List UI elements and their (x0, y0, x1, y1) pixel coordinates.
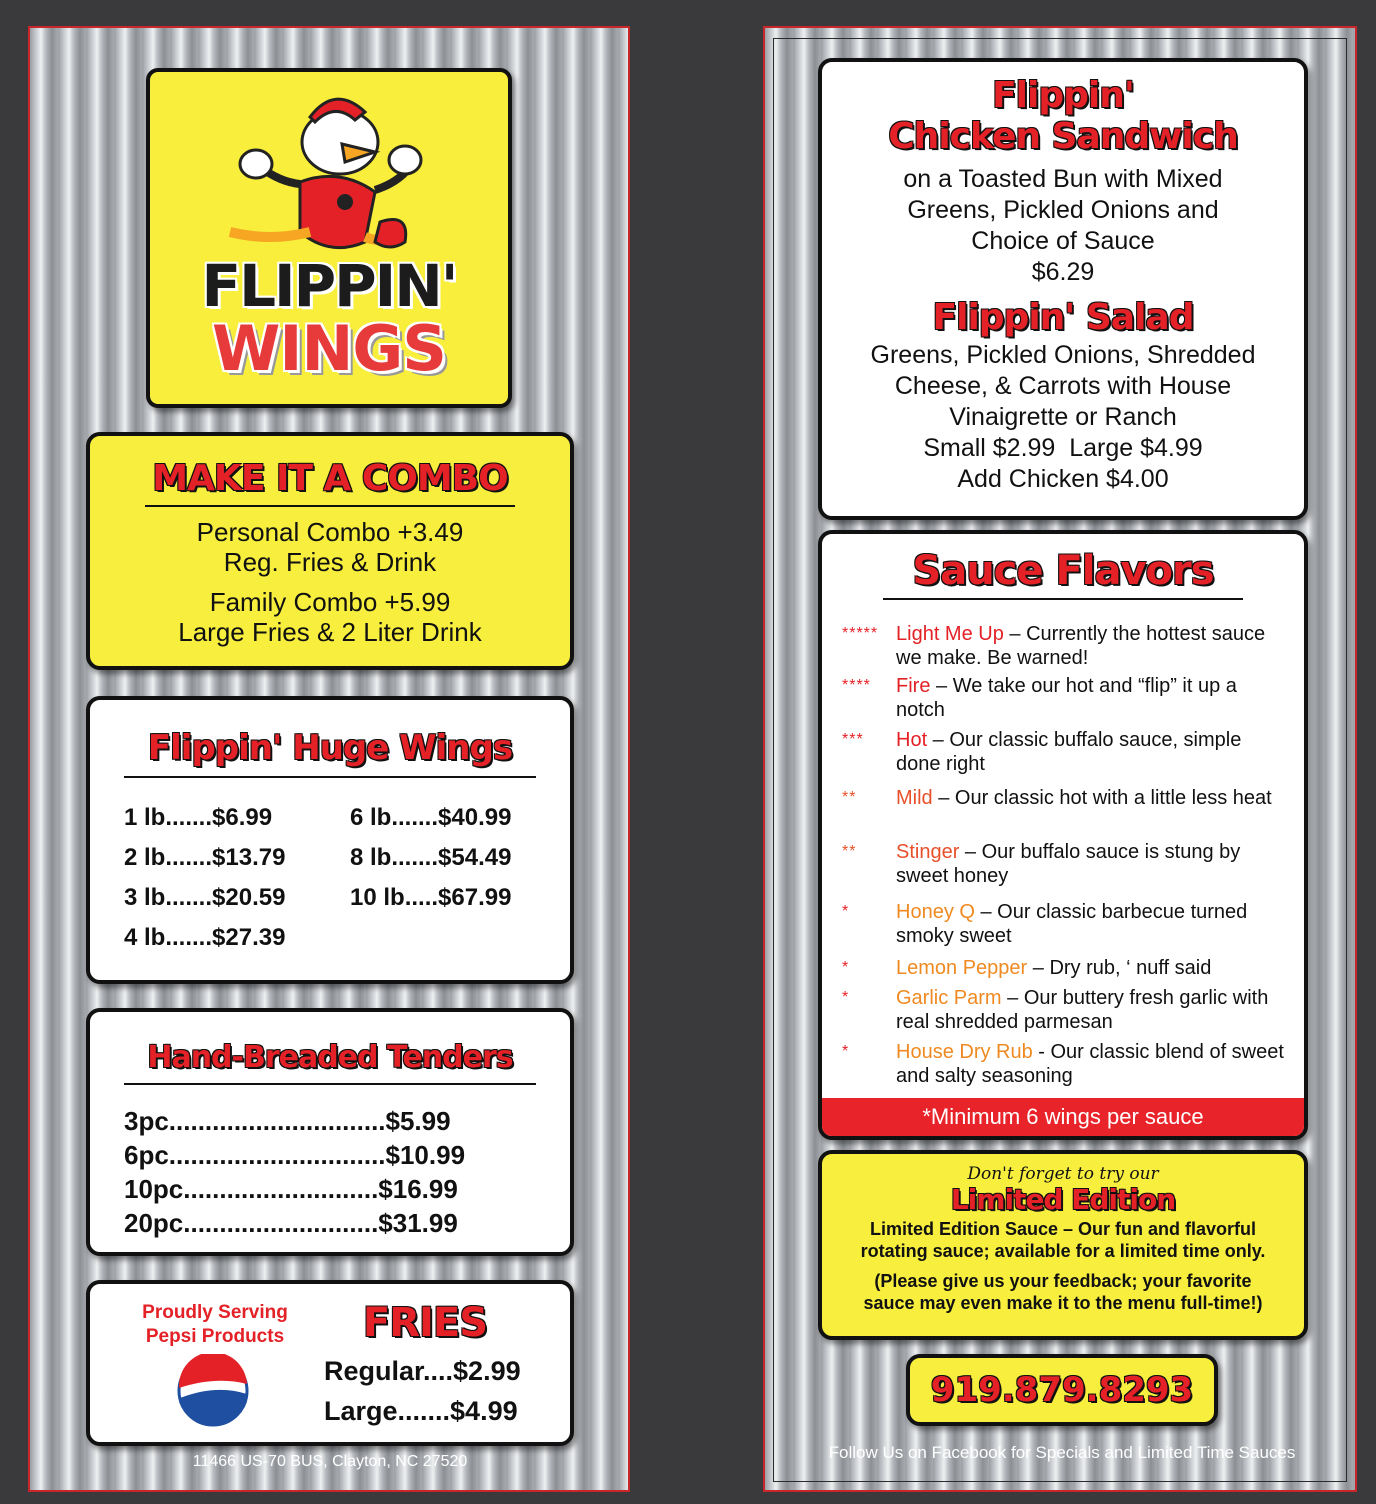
sauce-name: Stinger (896, 841, 960, 863)
wing-price-6lb: 6 lb.......$40.99 (350, 804, 512, 831)
sauce-heat-stars: *** (842, 731, 864, 748)
sauce-name: Light Me Up (896, 623, 1004, 645)
sauce-heat-stars: * (842, 959, 850, 976)
minimum-wings-banner: *Minimum 6 wings per sauce (822, 1098, 1304, 1136)
sandwich-title-line2: Chicken Sandwich (888, 116, 1238, 157)
salad-desc-3: Vinaigrette or Ranch (949, 403, 1177, 431)
sauce-heat-stars: ***** (842, 625, 879, 642)
sauce-desc: - Our classic blend of sweet and salty seasoning (896, 1041, 1284, 1087)
family-combo-line: Family Combo +5.99 (209, 587, 451, 617)
sauce-desc: – Our classic buffalo sauce, simple done right (896, 729, 1242, 775)
sandwich-price: $6.29 (1031, 258, 1095, 286)
sauce-desc: – Currently the hottest sauce we make. Be warned! (896, 623, 1266, 669)
sauce-desc: – We take our hot and “flip” it up a notch (896, 675, 1237, 721)
personal-combo-line: Personal Combo +3.49 (196, 517, 464, 547)
pepsi-line-1: Proudly Serving (142, 1302, 288, 1323)
sandwich-box (818, 58, 1308, 520)
phone-number[interactable]: 919.879.8293 (930, 1370, 1194, 1410)
pepsi-logo-icon (176, 1354, 250, 1428)
phone-box[interactable] (906, 1354, 1218, 1426)
wings-divider (124, 776, 536, 778)
fries-box (86, 1280, 574, 1446)
tender-row-6pc: 6pc..............................$10.99 (124, 1140, 466, 1170)
limited-line-1: Limited Edition Sauce – Our fun and flavorful (869, 1219, 1257, 1239)
limited-line-4: sauce may even make it to the menu full-time!) (863, 1293, 1263, 1313)
combo-box (86, 432, 574, 670)
wings-box (86, 696, 574, 984)
sauce-name: Hot (896, 729, 928, 751)
sandwich-title-line1: Flippin' (992, 75, 1134, 116)
sauce-desc: – Our buffalo sauce is stung by sweet honey (896, 841, 1241, 887)
wings-prices-left (124, 798, 285, 958)
sandwich-desc-3: Choice of Sauce (971, 227, 1155, 255)
sauce-name: Garlic Parm (896, 987, 1002, 1009)
sauce-name: House Dry Rub (896, 1041, 1033, 1063)
pepsi-line-2: Pepsi Products (145, 1326, 285, 1347)
sauce-desc: – Our classic barbecue turned smoky sweet (896, 901, 1248, 947)
sauce-name: Mild (896, 787, 933, 809)
logo (146, 68, 512, 408)
sandwich-desc-1: on a Toasted Bun with Mixed (903, 165, 1223, 193)
sauce-heat-stars: * (842, 989, 850, 1006)
salad-desc-1: Greens, Pickled Onions, Shredded (870, 341, 1256, 369)
tenders-title: Hand-Breaded Tenders (147, 1040, 513, 1075)
sauce-desc: – Our buttery fresh garlic with real shredded parmesan (896, 987, 1269, 1033)
limited-line-2: rotating sauce; available for a limited time only. (860, 1241, 1266, 1261)
fries-title: FRIES (362, 1300, 488, 1346)
sauce-name: Lemon Pepper (896, 957, 1028, 979)
sauce-box (818, 530, 1308, 1140)
sauce-name: Honey Q (896, 901, 975, 923)
tender-row-10pc: 10pc...........................$16.99 (124, 1174, 458, 1204)
wings-title: Flippin' Huge Wings (147, 728, 513, 768)
fries-regular-price: Regular....$2.99 (324, 1356, 521, 1386)
tenders-box (86, 1008, 574, 1256)
wing-price-2lb: 2 lb.......$13.79 (124, 844, 286, 871)
limited-edition-box (818, 1150, 1308, 1340)
sauce-title: Sauce Flavors (912, 548, 1214, 594)
address: 11466 US-70 BUS, Clayton, NC 27520 (192, 1453, 468, 1470)
sauce-heat-stars: **** (842, 677, 871, 694)
personal-combo-detail: Reg. Fries & Drink (223, 547, 437, 577)
logo-word-flippin: FLIPPIN' (201, 252, 457, 320)
sauce-desc: – Dry rub, ‘ nuff said (1027, 957, 1212, 979)
tender-row-3pc: 3pc..............................$5.99 (124, 1106, 451, 1136)
limited-script: Don't forget to try our (967, 1164, 1159, 1184)
wing-price-10lb: 10 lb.....$67.99 (350, 884, 512, 911)
family-combo-detail: Large Fries & 2 Liter Drink (178, 617, 482, 647)
wings-prices-right (350, 798, 511, 918)
salad-addon: Add Chicken $4.00 (957, 465, 1169, 493)
wing-price-4lb: 4 lb.......$27.39 (124, 924, 286, 951)
salad-desc-2: Cheese, & Carrots with House (894, 372, 1232, 400)
combo-title: MAKE IT A COMBO (152, 458, 508, 499)
sauce-name: Fire (896, 675, 931, 697)
salad-price: Small $2.99 Large $4.99 (923, 434, 1203, 462)
sauce-heat-stars: ** (842, 843, 857, 860)
sandwich-desc-2: Greens, Pickled Onions and (907, 196, 1219, 224)
limited-title: Limited Edition (950, 1183, 1176, 1216)
tender-row-20pc: 20pc...........................$31.99 (124, 1208, 458, 1238)
fries-large-price: Large.......$4.99 (324, 1396, 518, 1426)
sauce-divider (883, 598, 1243, 600)
sauce-heat-stars: ** (842, 789, 857, 806)
tenders-divider (124, 1083, 536, 1085)
footer-facebook: Follow Us on Facebook for Specials and Limited Time Sauces (828, 1443, 1296, 1462)
sauce-heat-stars: * (842, 903, 850, 920)
salad-title: Flippin' Salad (932, 297, 1194, 338)
logo-word-wings: WINGS (212, 312, 446, 385)
combo-divider (145, 505, 515, 507)
limited-line-3: (Please give us your feedback; your favorite (874, 1271, 1252, 1291)
wing-price-1lb: 1 lb.......$6.99 (124, 804, 273, 831)
wing-price-8lb: 8 lb.......$54.49 (350, 844, 512, 871)
tenders-list (124, 1104, 465, 1240)
sauce-heat-stars: * (842, 1043, 850, 1060)
chicken-mascot-icon (150, 72, 516, 272)
sauce-desc: – Our classic hot with a little less heat (932, 787, 1272, 809)
wing-price-3lb: 3 lb.......$20.59 (124, 884, 286, 911)
